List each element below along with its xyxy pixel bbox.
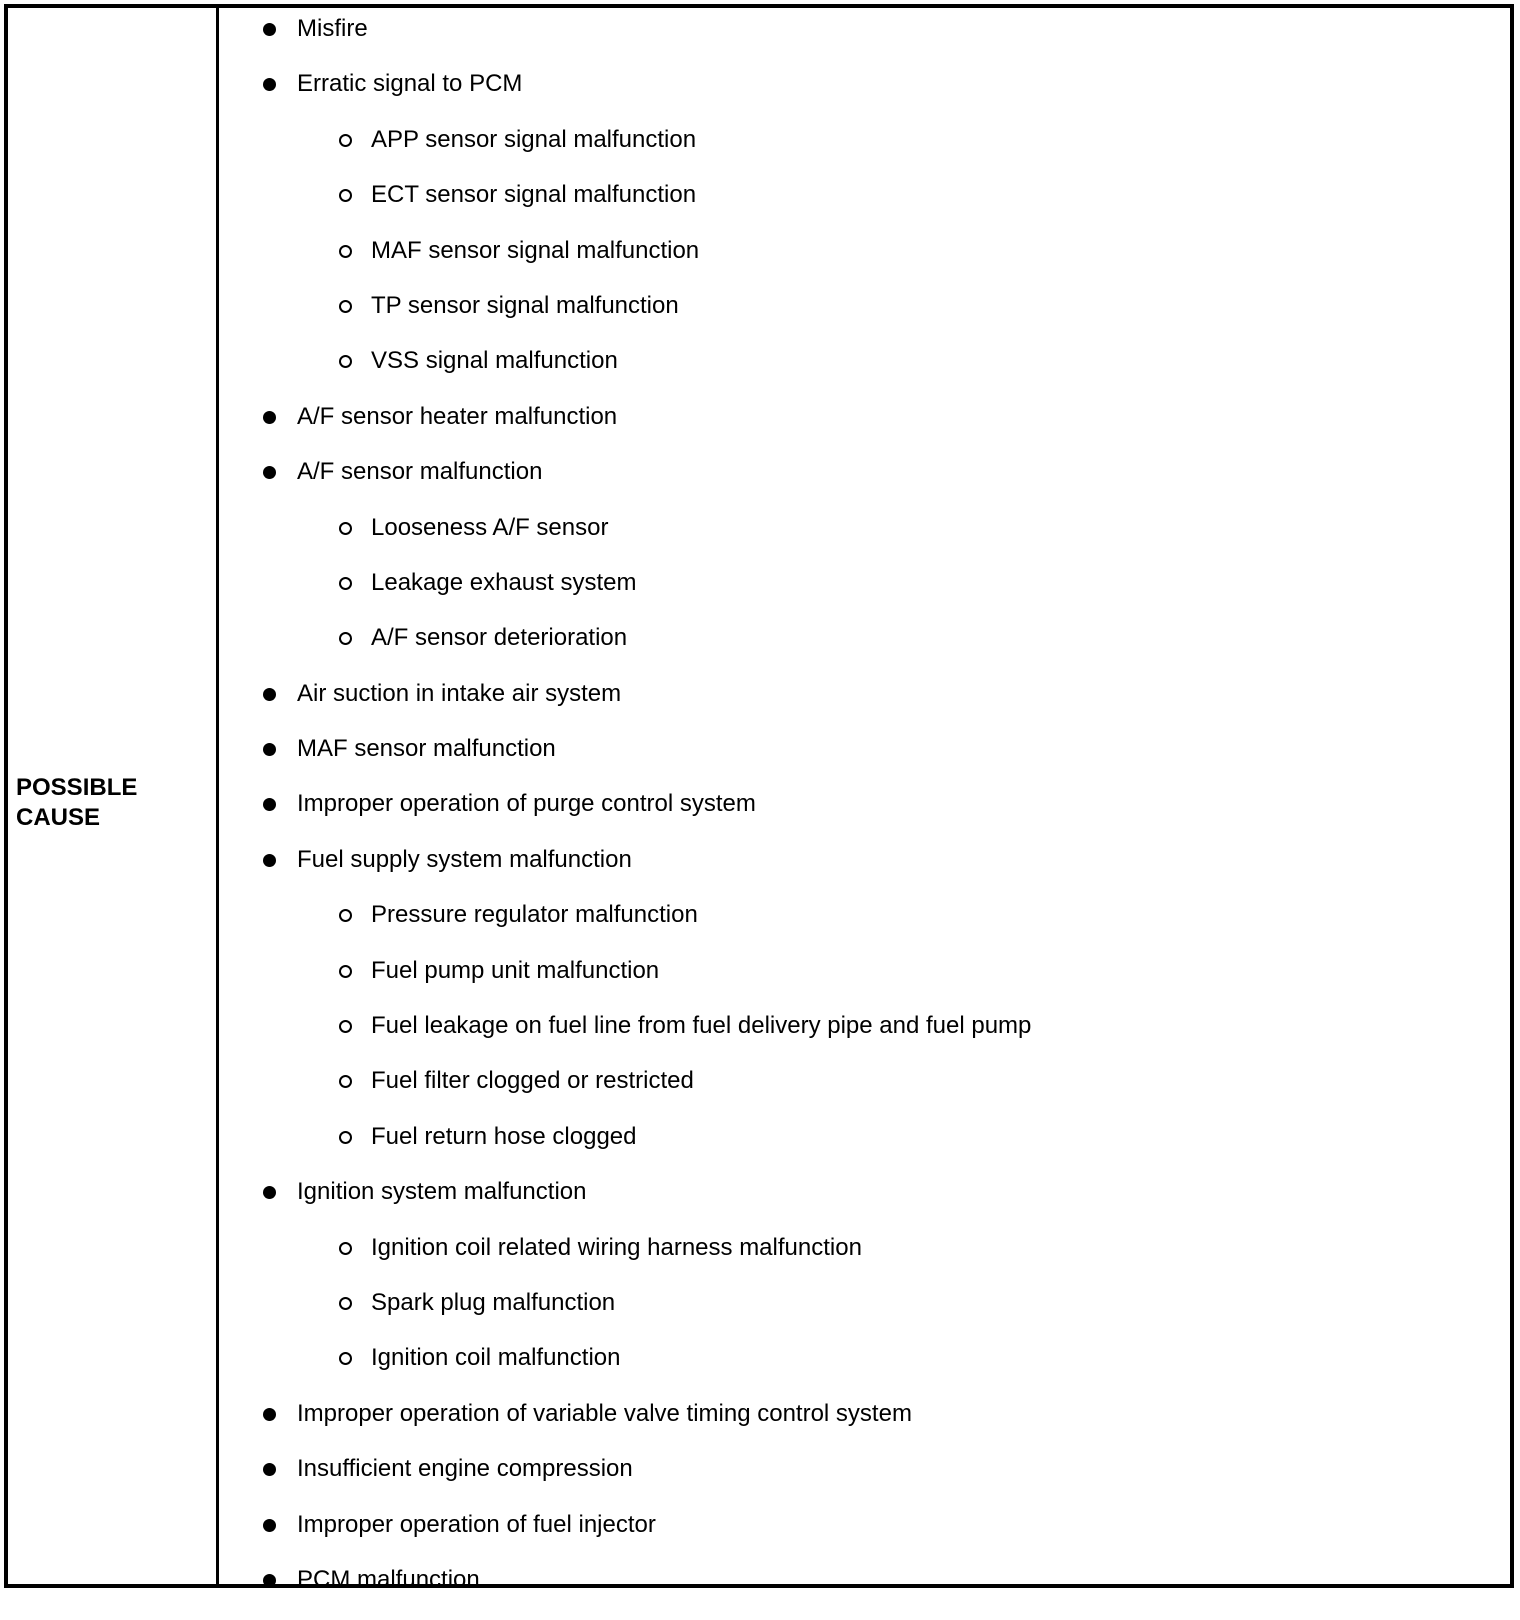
cause-sub-item	[219, 180, 1510, 235]
cause-sub-item	[219, 1011, 1510, 1066]
cause-text: TP sensor signal malfunction	[371, 291, 679, 319]
cause-item	[219, 1510, 1510, 1565]
possible-cause-table	[4, 4, 1514, 1593]
cause-sub-item	[219, 236, 1510, 291]
filled-bullet-icon	[263, 743, 276, 756]
cause-item	[219, 457, 1510, 512]
filled-bullet-icon	[263, 1408, 276, 1421]
cause-text: PCM malfunction	[297, 1565, 480, 1593]
hollow-bullet-icon	[339, 355, 352, 368]
cause-text: Fuel return hose clogged	[371, 1122, 637, 1150]
hollow-bullet-icon	[339, 965, 352, 978]
cause-sub-item	[219, 1066, 1510, 1121]
cause-sub-item	[219, 1233, 1510, 1288]
cause-text: Insufficient engine compression	[297, 1455, 633, 1483]
cause-sub-item	[219, 568, 1510, 623]
cause-text: A/F sensor heater malfunction	[297, 402, 618, 430]
cause-text: A/F sensor malfunction	[297, 458, 543, 486]
cause-text: Fuel filter clogged or restricted	[371, 1067, 694, 1095]
cause-text: Ignition system malfunction	[297, 1178, 587, 1206]
cause-list	[219, 14, 1510, 1620]
hollow-bullet-icon	[339, 134, 352, 147]
row-label-line-2: CAUSE	[16, 804, 101, 831]
hollow-bullet-icon	[339, 1075, 352, 1088]
filled-bullet-icon	[263, 1519, 276, 1532]
cause-item	[219, 845, 1510, 900]
filled-bullet-icon	[263, 854, 276, 867]
cause-text: Improper operation of fuel injector	[297, 1510, 656, 1538]
filled-bullet-icon	[263, 23, 276, 36]
hollow-bullet-icon	[339, 577, 352, 590]
filled-bullet-icon	[263, 411, 276, 424]
cause-sub-item	[219, 1122, 1510, 1177]
hollow-bullet-icon	[339, 245, 352, 258]
filled-bullet-icon	[263, 798, 276, 811]
cause-sub-item	[219, 1288, 1510, 1343]
cause-item	[219, 69, 1510, 124]
cause-text: Fuel supply system malfunction	[297, 845, 632, 873]
row-label	[16, 773, 137, 833]
cause-item	[219, 734, 1510, 789]
cause-text: Pressure regulator malfunction	[371, 901, 698, 929]
cause-text: Ignition coil malfunction	[371, 1344, 621, 1372]
cause-sub-item	[219, 956, 1510, 1011]
cause-text: ECT sensor signal malfunction	[371, 181, 697, 209]
cause-item	[219, 1399, 1510, 1454]
hollow-bullet-icon	[339, 1242, 352, 1255]
cause-text: Spark plug malfunction	[371, 1288, 616, 1316]
cause-item	[219, 402, 1510, 457]
hollow-bullet-icon	[339, 1131, 352, 1144]
cause-item	[219, 789, 1510, 844]
cause-text: VSS signal malfunction	[371, 347, 618, 375]
cause-sub-item	[219, 346, 1510, 401]
hollow-bullet-icon	[339, 1297, 352, 1310]
filled-bullet-icon	[263, 688, 276, 701]
filled-bullet-icon	[263, 1463, 276, 1476]
cause-item	[219, 14, 1510, 69]
cause-text: Improper operation of purge control system	[297, 790, 756, 818]
cause-sub-item	[219, 291, 1510, 346]
cause-text: Ignition coil related wiring harness malfunction	[371, 1233, 862, 1261]
hollow-bullet-icon	[339, 522, 352, 535]
hollow-bullet-icon	[339, 300, 352, 313]
filled-bullet-icon	[263, 1574, 276, 1587]
cause-sub-item	[219, 623, 1510, 678]
row-label-line-1: POSSIBLE	[16, 774, 138, 801]
hollow-bullet-icon	[339, 189, 352, 202]
cause-sub-item	[219, 1343, 1510, 1398]
hollow-bullet-icon	[339, 1352, 352, 1365]
cause-item	[219, 679, 1510, 734]
cause-text: APP sensor signal malfunction	[371, 125, 697, 153]
cause-text: Fuel leakage on fuel line from fuel delivery pipe and fuel pump	[371, 1012, 1032, 1040]
cause-item	[219, 1177, 1510, 1232]
cause-item	[219, 1454, 1510, 1509]
hollow-bullet-icon	[339, 632, 352, 645]
cause-text: Improper operation of variable valve timing control system	[297, 1399, 912, 1427]
cause-text: Fuel pump unit malfunction	[371, 956, 660, 984]
hollow-bullet-icon	[339, 1020, 352, 1033]
filled-bullet-icon	[263, 1186, 276, 1199]
cause-item	[219, 1565, 1510, 1620]
cause-text: A/F sensor deterioration	[371, 624, 628, 652]
cause-text: MAF sensor signal malfunction	[371, 236, 700, 264]
cause-sub-item	[219, 125, 1510, 180]
cause-text: MAF sensor malfunction	[297, 735, 556, 763]
cause-sub-item	[219, 513, 1510, 568]
cause-text: Air suction in intake air system	[297, 679, 622, 707]
filled-bullet-icon	[263, 78, 276, 91]
cause-text: Looseness A/F sensor	[371, 513, 609, 541]
cause-text: Erratic signal to PCM	[297, 70, 523, 98]
hollow-bullet-icon	[339, 909, 352, 922]
filled-bullet-icon	[263, 466, 276, 479]
cause-text: Leakage exhaust system	[371, 568, 637, 596]
cause-text: Misfire	[297, 15, 368, 42]
cause-sub-item	[219, 900, 1510, 955]
